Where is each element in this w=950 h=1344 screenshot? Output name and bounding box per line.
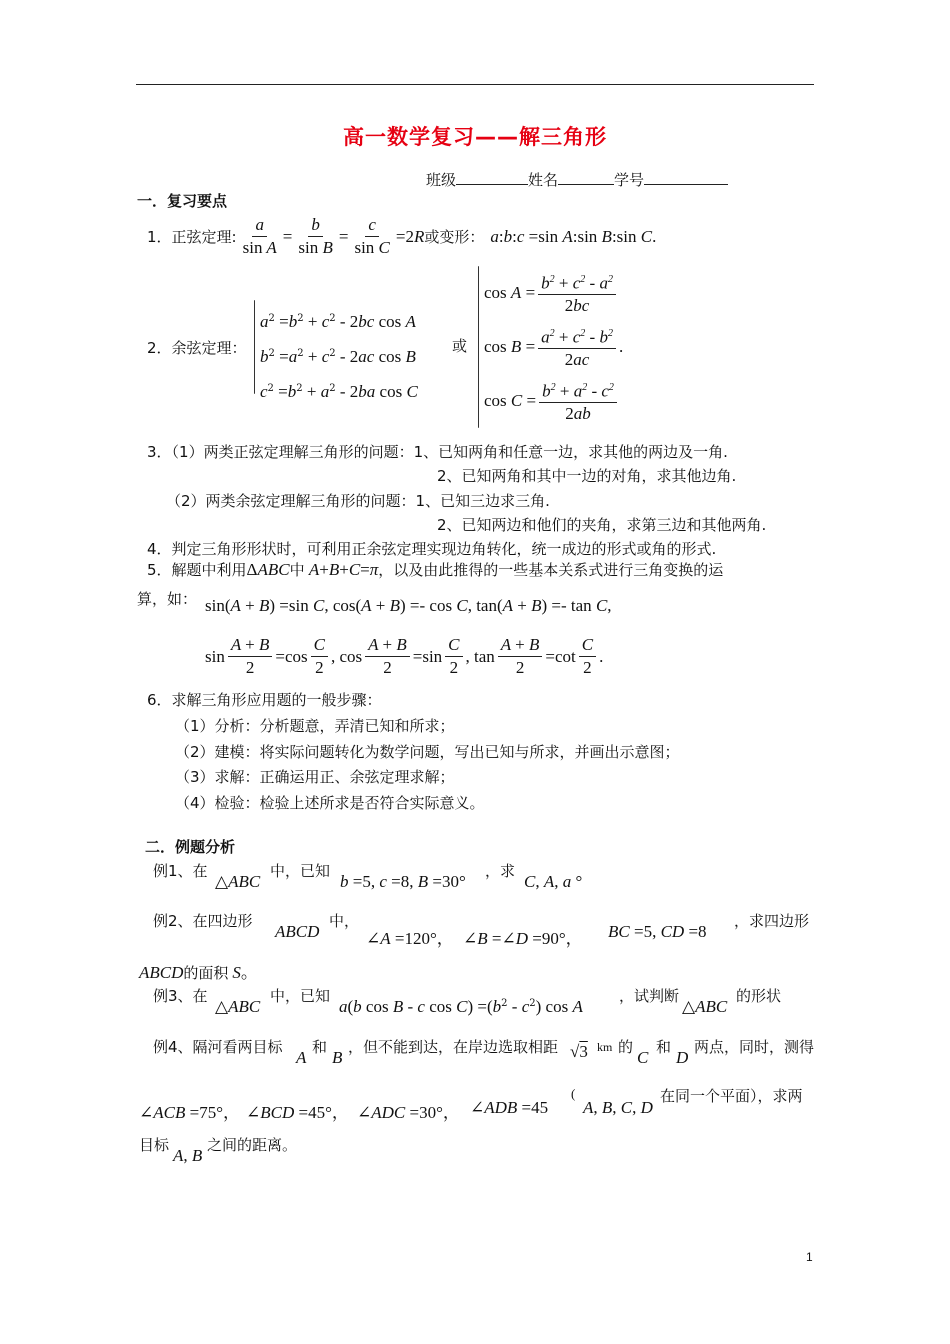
example-4-angles: ∠ACB =75°， ∠BCD =45°， ∠ADC =30°， ∠ADB =45 ( A, B, C, D 在同一个平面），求两 [139, 1086, 803, 1122]
item5-line2-prefix: 算，如： [137, 590, 198, 608]
law-of-sines: 1．正弦定理: $\frac{a}{\text{sin A}}$ = $\frac{b}{\text{sin B}}$ = $\frac{c}{\text{sin C}}$ =2 R 或变形： a : b : c =sin A :sin B :sin C . [147, 215, 657, 257]
right-brace [478, 266, 479, 428]
steps-list [175, 714, 680, 816]
cosine-law-equations: $a^2 =b^2 + c^2 - 2bc$ cos A $b^2 =a^2 + c^2 - 2ac$ cos B $c^2 =b^2 + a^2 - 2ba$ cos C [260, 312, 418, 401]
page-number: 1 [806, 1250, 813, 1264]
class-name-id-line: 班级 姓名 学号 [426, 168, 728, 190]
item6: 6．求解三角形应用题的一般步骤： [147, 691, 382, 709]
step-3: （3）求解：正确运用正、余弦定理求解； [175, 768, 455, 786]
left-brace [254, 300, 255, 394]
law-of-cosines-label: 2．余弦定理： [147, 339, 247, 357]
example-2: 例2、在四边形 ABCD 中， ∠A =120°， ∠B =∠D =90°， BC =5, CD =8 ，求四边形 [153, 912, 810, 948]
item3-line3: （2）两类余弦定理解三角形的问题：1、已知三边求三角. [166, 492, 550, 510]
item3-line2: 2、已知两角和其中一边的对角，求其他边角. [437, 467, 737, 485]
section1-heading: 一．复习要点 [137, 192, 228, 210]
section2-heading: 二．例题分析 [145, 838, 236, 856]
item3-line1: 3．（1）两类正弦定理解三角形的问题：1、已知两角和任意一边，求其他的两边及一角. [147, 443, 728, 461]
page-title: 高一数学复习——解三角形 [343, 125, 607, 149]
item3-line4: 2、已知两边和他们的夹角，求第三边和其他两角. [437, 516, 767, 534]
item4: 4．判定三角形形状时，可利用正余弦定理实现边角转化，统一成边的形式或角的形式. [147, 540, 717, 558]
top-rule [136, 84, 814, 85]
example-4: 例4、隔河看两目标 A 和 B ，但不能到达，在岸边选取相距 √3 km 的 C 和 D 两点，同时，测得 [153, 1038, 815, 1067]
identities-line1: sin(A + B) =sin C, cos(A + B) =- cos C, tan(A + B) =- tan C, [205, 596, 612, 615]
cosine-formulas: cos A = $\frac{b^2 + c^2 - a^2}{2bc}$ cos B = $\frac{a^2 + c^2 - b^2}{2ac}$ . cos C = $\frac{b^2 + a^2 - c^2}{2ab}$ [484, 266, 623, 428]
example-3: 例3、在 △ABC 中，已知 a(b cos B - c $\cos C) =(b^2 - c^2)$ cos A ，试判断 △ABC 的形状 [153, 987, 782, 1016]
identities-line2: sin $\frac{A + B}{2}$ =cos $\frac{C}{2}$ , cos $\frac{A + B}{2}$ =sin $\frac{C}{2}$ , tan $\frac{A + B}{2}$ =cot $\frac{C}{2}$ . [205, 635, 604, 677]
step-2: （2）建模：将实际问题转化为数学问题，写出已知与所求，并画出示意图； [175, 742, 680, 761]
step-1: （1）分析：分析题意，弄清已知和所求； [175, 717, 455, 735]
example-1: 例1、在 △ABC 中，已知 b =5, c =8, B =30° ，求 C, A, a ° [153, 862, 583, 891]
item5-line1: 5．解题中利用 Δ ABC 中 A + B + C = π ，以及由此推得的一些基本关系式进行三角变换的运 [147, 560, 724, 579]
example-4-end: 目标 A, B 之间的距离。 [139, 1136, 298, 1165]
step-4: （4）检验：检验上述所求是否符合实际意义。 [175, 793, 485, 812]
example-2-cont: ABCD 的面积 S 。 [139, 963, 258, 982]
or-label: 或 [452, 337, 468, 355]
